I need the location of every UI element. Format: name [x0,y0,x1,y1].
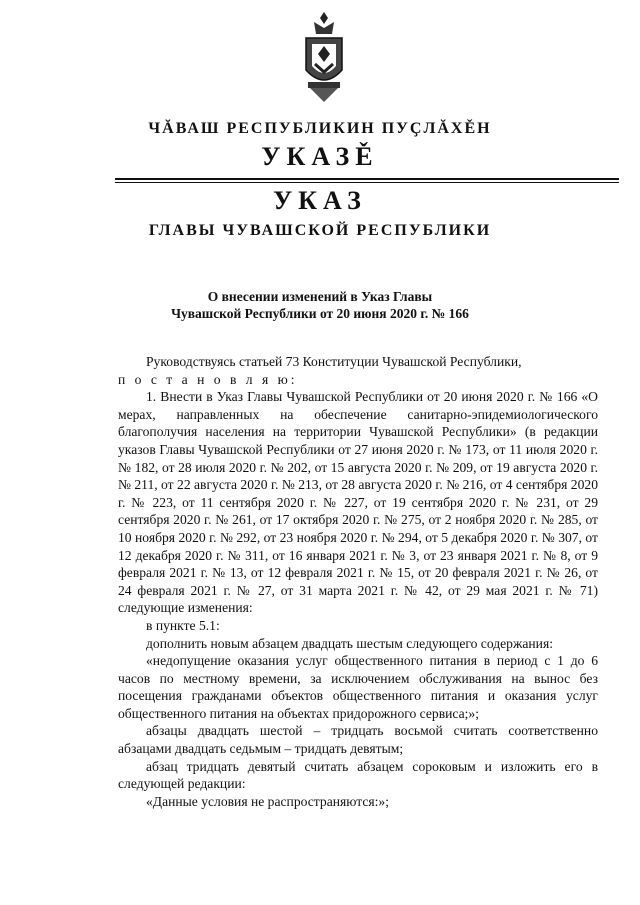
header-russian-title: ГЛАВЫ ЧУВАШСКОЙ РЕСПУБЛИКИ [148,222,492,239]
header-russian-decree: УКАЗ [273,186,367,215]
body-paragraph: абзац тридцать девятый считать абзацем сороковым и изложить его в следующей редакции: [118,758,598,792]
header-divider-thin [115,182,619,183]
body-paragraph: абзацы двадцать шестой – тридцать восьмой считать соответственно абзацами двадцать седьмым – тридцать девятым; [118,723,598,757]
body-paragraph: дополнить новым абзацем двадцать шестым следующего содержания: [146,635,553,651]
document-subject-line1: О внесении изменений в Указ Главы [207,289,433,304]
body-paragraph: «недопущение оказания услуг общественного питания в период с 1 до 6 часов по местному времени, за исключением обслуживания на вынос без посещения гражданами объектов общественного питания и оказания услуг общественного питания на объектах придорожного сервиса;»; [118,653,598,721]
document-body [118,353,598,810]
body-paragraph: в пункте 5.1: [146,617,220,633]
document-subject-line2: Чувашской Республики от 20 июня 2020 г. № 166 [171,306,469,321]
header-chuvash-title: ЧĂВАШ РЕСПУБЛИКИН ПУҪЛĂХĚН [148,120,492,137]
body-paragraph: Руководствуясь статьей 73 Конституции Чувашской Республики, [146,354,522,369]
header-chuvash-decree: УКАЗĚ [261,142,379,171]
header-divider [115,178,619,180]
body-paragraph: 1. Внести в Указ Главы Чувашской Республики от 20 июня 2020 г. № 166 «О мерах, направленных на обеспечение санитарно-эпидемиологического благополучия населения на территории Чувашской Республики» (в редакции указов Главы Чувашской Республики от 27 июня 2020 г. № 173, от 11 июля 2020 г. № 182, от 28 июля 2020 г. № 202, от 15 августа 2020 г. № 209, от 19 августа 2020 г. № 211, от 22 августа 2020 г. № 213, от 28 августа 2020 г. № 216, от 4 сентября 2020 г. № 223, от 11 сентября 2020 г. № 227, от 19 сентября 2020 г. № 231, от 29 сентября 2020 г. № 261, от 17 октября 2020 г. № 275, от 2 ноября 2020 г. № 285, от 10 ноября 2020 г. № 292, от 23 ноября 2020 г. № 294, от 5 декабря 2020 г. № 307, от 12 декабря 2020 г. № 311, от 16 января 2021 г. № 3, от 23 января 2021 г. № 8, от 9 февраля 2021 г. № 13, от 12 февраля 2021 г. № 15, от 20 февраля 2021 г. № 26, от 24 февраля 2021 г. № 27, от 31 марта 2021 г. № 42, от 29 мая 2021 г. № 71) следующие изменения: [118,389,598,616]
body-paragraph: «Данные условия не распространяются:»; [146,793,389,809]
chuvash-emblem-icon [300,8,348,104]
body-paragraph-resolve: п о с т а н о в л я ю: [118,371,298,387]
